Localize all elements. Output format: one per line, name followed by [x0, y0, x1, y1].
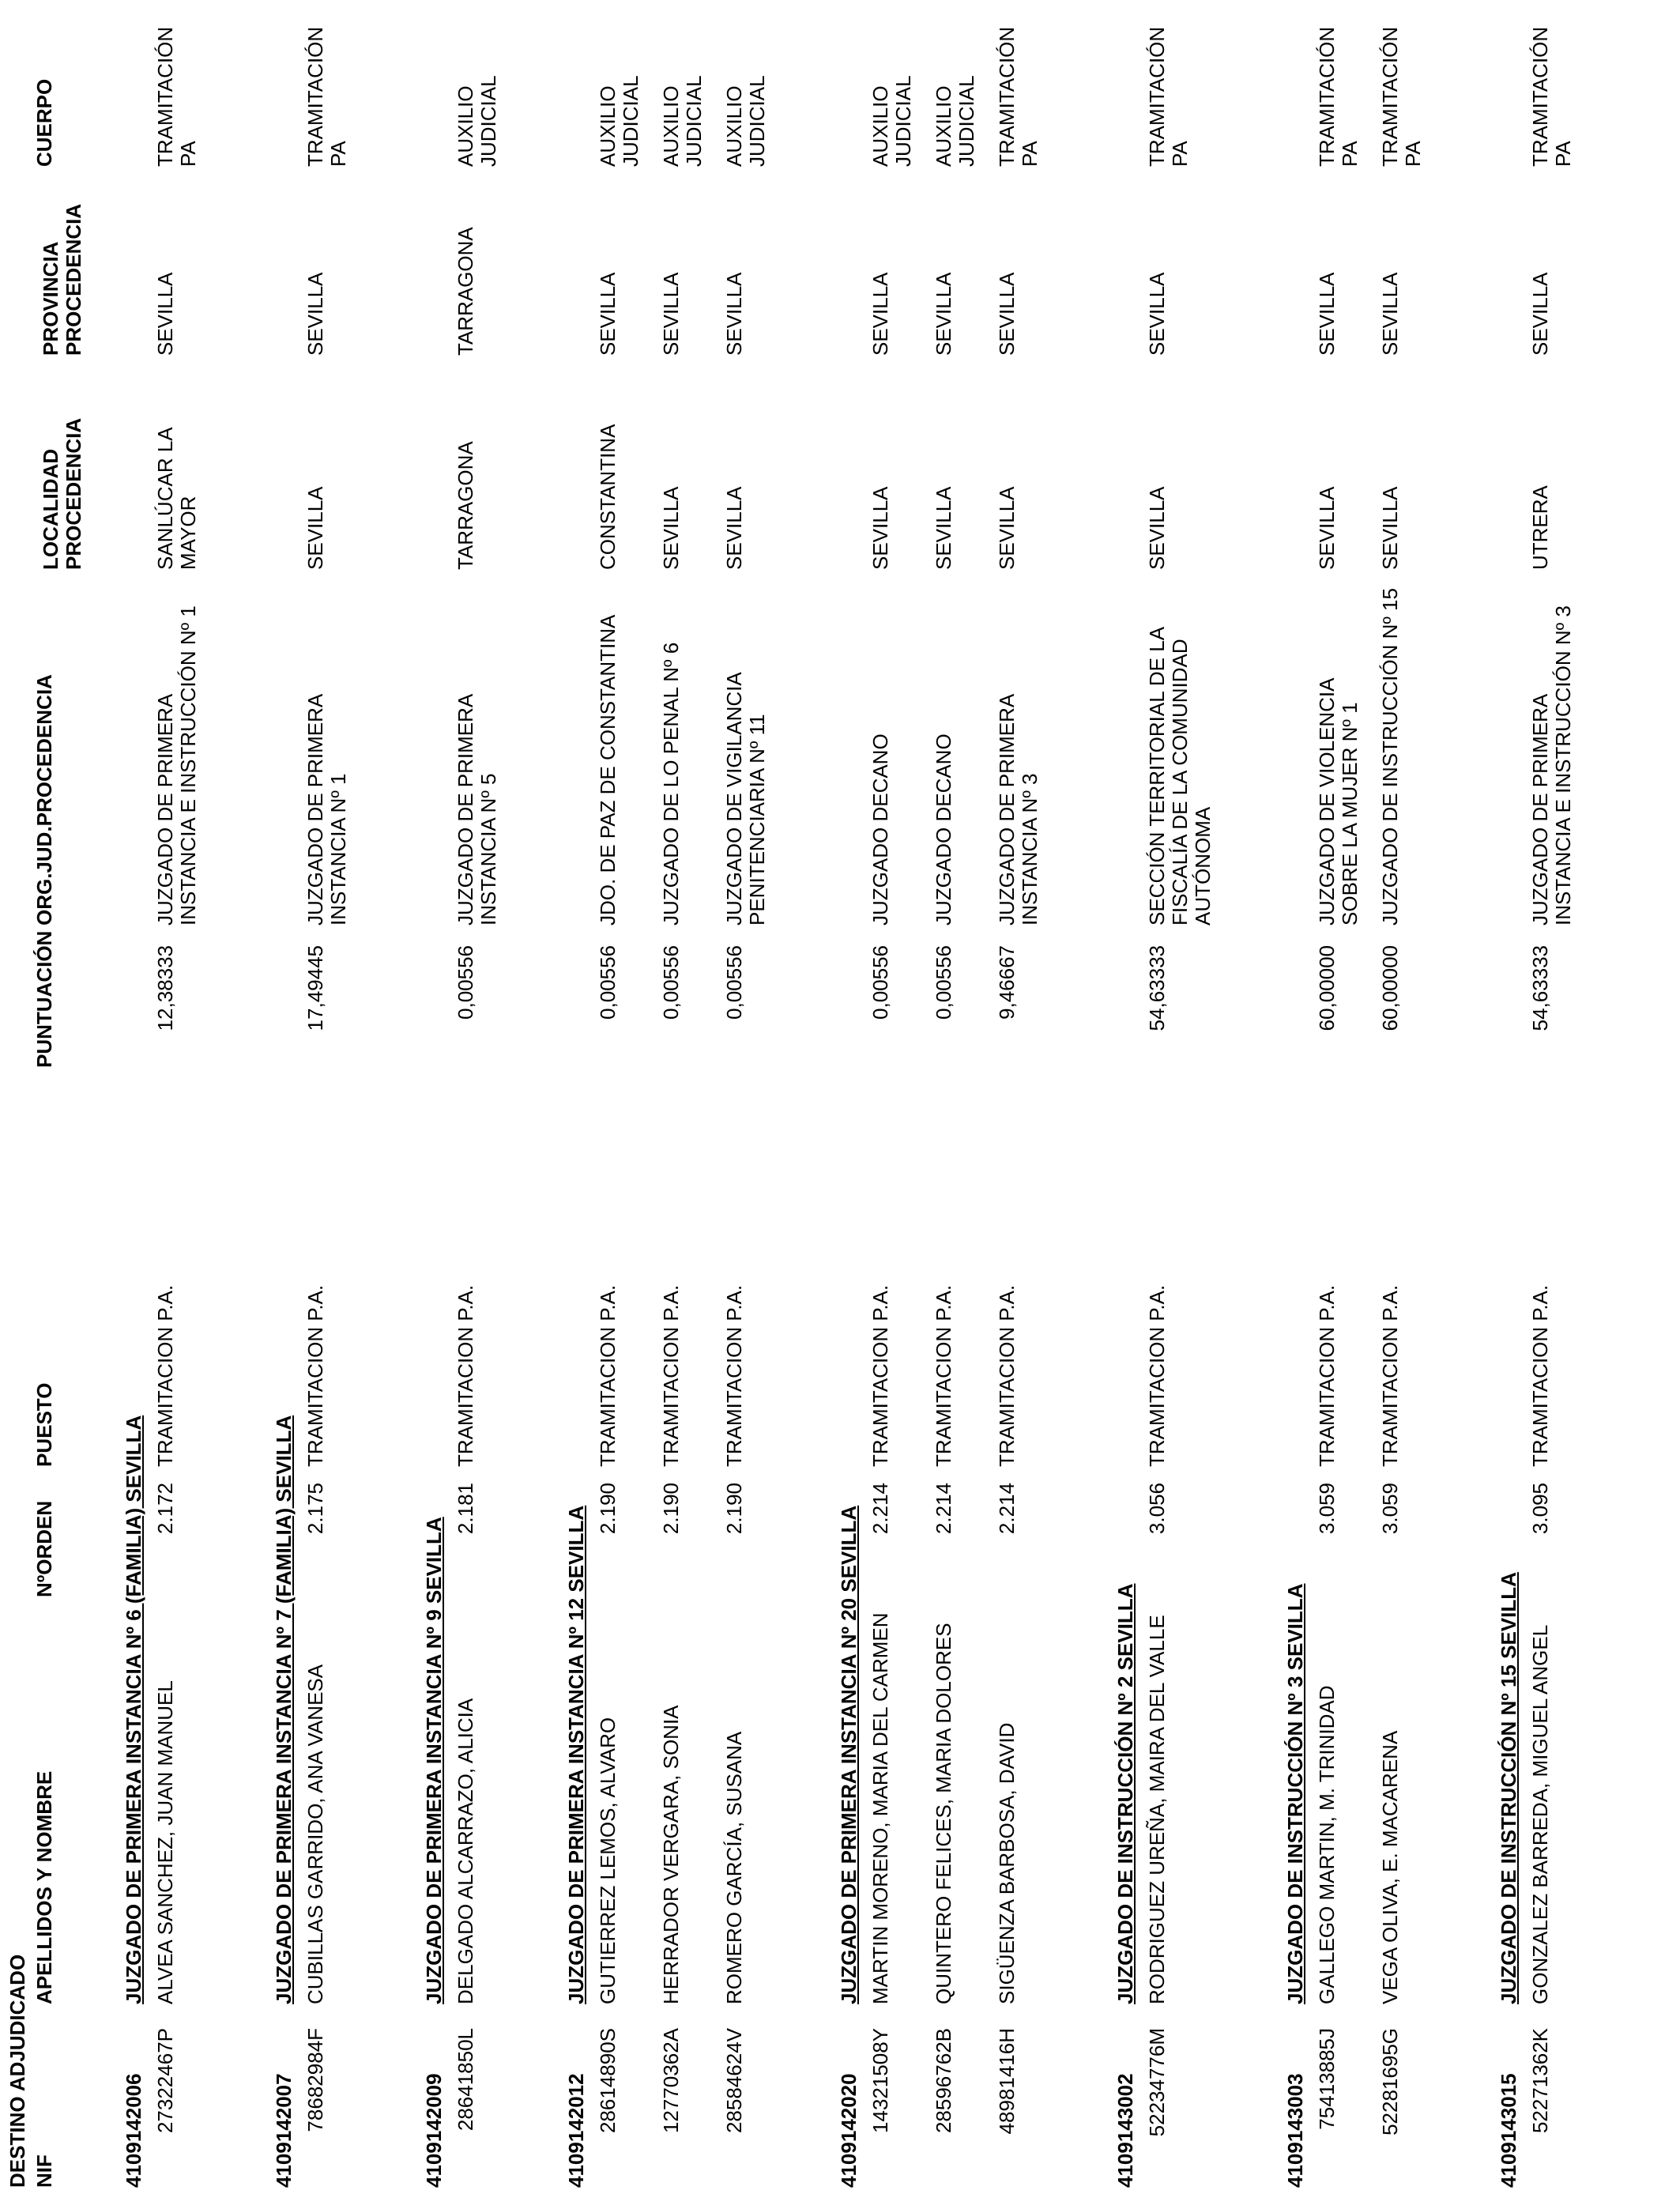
row-cuerpo: JUDICIAL — [891, 75, 915, 167]
row-nombre: GONZALEZ BARREDA, MIGUEL ANGEL — [1528, 1624, 1552, 2004]
row-nif: 28614890S — [596, 2028, 620, 2134]
row-nif: 52271362K — [1528, 2028, 1552, 2134]
row-puntuacion: 0,00556 — [868, 945, 892, 1020]
row-provincia: SEVILLA — [596, 272, 620, 356]
row-cuerpo: JUDICIAL — [477, 75, 500, 167]
row-localidad: SEVILLA — [995, 486, 1019, 570]
row-puntuacion: 0,00556 — [454, 945, 477, 1020]
row-cuerpo: PA — [1551, 141, 1575, 167]
row-puesto: TRAMITACION P.A. — [868, 1284, 892, 1467]
row-puntuacion: 17,49445 — [303, 945, 327, 1031]
row-org-procedencia: JUZGADO DECANO — [868, 733, 892, 925]
row-cuerpo: AUXILIO — [868, 85, 892, 167]
row-localidad: SEVILLA — [659, 486, 683, 570]
row-cuerpo: PA — [1338, 141, 1362, 167]
row-org-procedencia: SOBRE LA MUJER Nº 1 — [1338, 702, 1362, 925]
destino-code: 4109143003 — [1283, 2073, 1307, 2188]
row-puesto: TRAMITACION P.A. — [1315, 1284, 1339, 1467]
destino-name: JUZGADO DE PRIMERA INSTANCIA Nº 12 SEVILLA — [564, 1505, 588, 2004]
row-puesto: TRAMITACION P.A. — [932, 1284, 955, 1467]
row-localidad: SEVILLA — [722, 486, 746, 570]
row-org-procedencia: JDO. DE PAZ DE CONSTANTINA — [596, 614, 620, 925]
row-org-procedencia: INSTANCIA E INSTRUCCIÓN Nº 3 — [1551, 605, 1575, 925]
destino-name: JUZGADO DE INSTRUCCIÓN Nº 2 SEVILLA — [1113, 1583, 1137, 2004]
row-puesto: TRAMITACION P.A. — [722, 1284, 746, 1467]
row-localidad: TARRAGONA — [454, 441, 477, 570]
row-puntuacion: 60,00000 — [1378, 945, 1402, 1031]
row-nombre: DELGADO ALCARRAZO, ALICIA — [454, 1698, 477, 2004]
row-norden: 2.190 — [596, 1483, 620, 1535]
destino-code: 4109142009 — [422, 2073, 446, 2188]
row-nombre: QUINTERO FELICES, MARIA DOLORES — [932, 1623, 955, 2004]
row-puntuacion: 0,00556 — [722, 945, 746, 1020]
row-norden: 3.095 — [1528, 1483, 1552, 1535]
row-localidad: MAYOR — [176, 496, 200, 570]
row-cuerpo: JUDICIAL — [955, 75, 978, 167]
destino-name: JUZGADO DE INSTRUCCIÓN Nº 3 SEVILLA — [1283, 1583, 1307, 2004]
row-nif: 52281695G — [1378, 2028, 1402, 2136]
row-norden: 2.214 — [995, 1483, 1019, 1535]
row-norden: 2.181 — [454, 1483, 477, 1535]
apellidos-header: APELLIDOS Y NOMBRE — [32, 1770, 56, 2004]
row-org-procedencia: JUZGADO DE PRIMERA — [1528, 693, 1552, 925]
row-puesto: TRAMITACION P.A. — [1528, 1284, 1552, 1467]
nif-header: NIF — [32, 2154, 56, 2188]
row-org-procedencia: JUZGADO DE PRIMERA — [454, 693, 477, 925]
row-norden: 2.190 — [722, 1483, 746, 1535]
row-cuerpo: PA — [1401, 141, 1425, 167]
row-provincia: SEVILLA — [932, 272, 955, 356]
row-org-procedencia: JUZGADO DE VIGILANCIA — [722, 672, 746, 925]
row-localidad: SEVILLA — [1315, 486, 1339, 570]
row-nombre: ALVEA SANCHEZ, JUAN MANUEL — [153, 1680, 177, 2004]
row-org-procedencia: FISCALÍA DE LA COMUNIDAD — [1168, 639, 1192, 925]
row-norden: 3.059 — [1378, 1483, 1402, 1535]
row-nombre: GALLEGO MARTIN, M. TRINIDAD — [1315, 1685, 1339, 2004]
row-norden: 3.059 — [1315, 1483, 1339, 1535]
row-nif: 27322467P — [153, 2028, 177, 2134]
row-puntuacion: 54,63333 — [1528, 945, 1552, 1031]
row-org-procedencia: INSTANCIA Nº 5 — [477, 773, 500, 925]
row-nombre: VEGA OLIVA, E. MACARENA — [1378, 1730, 1402, 2004]
row-puesto: TRAMITACION P.A. — [995, 1284, 1019, 1467]
row-org-procedencia: INSTANCIA Nº 1 — [326, 773, 350, 925]
cuerpo-header: CUERPO — [32, 78, 56, 167]
row-cuerpo: TRAMITACIÓN — [995, 26, 1019, 167]
row-provincia: SEVILLA — [1315, 272, 1339, 356]
puesto-header: PUESTO — [32, 1382, 56, 1467]
row-provincia: SEVILLA — [1378, 272, 1402, 356]
row-norden: 2.214 — [868, 1483, 892, 1535]
row-puesto: TRAMITACION P.A. — [1145, 1284, 1169, 1467]
destino-name: JUZGADO DE INSTRUCCIÓN Nº 15 SEVILLA — [1497, 1572, 1520, 2004]
provincia-header-2: PROCEDENCIA — [62, 203, 85, 356]
destino-name: JUZGADO DE PRIMERA INSTANCIA Nº 9 SEVILLA — [422, 1517, 446, 2004]
row-org-procedencia: INSTANCIA Nº 3 — [1018, 773, 1042, 925]
destino-code: 4109143002 — [1113, 2073, 1137, 2188]
row-cuerpo: AUXILIO — [596, 85, 620, 167]
norden-header: NºORDEN — [32, 1500, 56, 1597]
destino-code: 4109142006 — [122, 2073, 145, 2188]
localidad-header-1: LOCALIDAD — [39, 448, 62, 570]
row-cuerpo: TRAMITACIÓN — [303, 26, 327, 167]
row-cuerpo: TRAMITACIÓN — [1145, 26, 1169, 167]
row-puesto: TRAMITACION P.A. — [303, 1284, 327, 1467]
row-norden: 2.172 — [153, 1483, 177, 1535]
row-nif: 52234776M — [1145, 2028, 1169, 2137]
row-cuerpo: TRAMITACIÓN — [1315, 26, 1339, 167]
destino-code: 4109142007 — [272, 2073, 296, 2188]
row-puntuacion: 54,63333 — [1145, 945, 1169, 1031]
row-norden: 2.190 — [659, 1483, 683, 1535]
row-puesto: TRAMITACION P.A. — [153, 1284, 177, 1467]
row-nombre: MARTIN MORENO, MARIA DEL CARMEN — [868, 1612, 892, 2004]
row-nif: 78682984F — [303, 2028, 327, 2132]
row-puntuacion: 60,00000 — [1315, 945, 1339, 1031]
row-org-procedencia: INSTANCIA E INSTRUCCIÓN Nº 1 — [176, 605, 200, 925]
row-cuerpo: PA — [1168, 141, 1192, 167]
row-norden: 3.056 — [1145, 1483, 1169, 1535]
row-localidad: CONSTANTINA — [596, 424, 620, 570]
row-provincia: SEVILLA — [153, 272, 177, 356]
row-localidad: SEVILLA — [932, 486, 955, 570]
row-puntuacion: 0,00556 — [659, 945, 683, 1020]
destino-name: JUZGADO DE PRIMERA INSTANCIA Nº 7 (FAMILIA) SEVILLA — [272, 1415, 296, 2004]
row-cuerpo: PA — [176, 141, 200, 167]
row-localidad: SEVILLA — [1145, 486, 1169, 570]
row-nombre: RODRIGUEZ UREÑA, MAIRA DEL VALLE — [1145, 1615, 1169, 2004]
row-puesto: TRAMITACION P.A. — [596, 1284, 620, 1467]
row-org-procedencia: JUZGADO DE INSTRUCCIÓN Nº 15 — [1378, 588, 1402, 925]
row-nif: 28596762B — [932, 2028, 955, 2134]
row-cuerpo: AUXILIO — [722, 85, 746, 167]
row-puntuacion: 9,46667 — [995, 945, 1019, 1020]
row-provincia: SEVILLA — [722, 272, 746, 356]
row-org-procedencia: JUZGADO DE PRIMERA — [303, 693, 327, 925]
row-org-procedencia: PENITENCIARIA Nº 11 — [745, 714, 769, 925]
destino-code: 4109143015 — [1497, 2073, 1520, 2188]
row-cuerpo: JUDICIAL — [745, 75, 769, 167]
row-org-procedencia: SECCIÓN TERRITORIAL DE LA — [1145, 626, 1169, 925]
destino-code: 4109142012 — [564, 2073, 588, 2188]
row-nombre: SIGÜENZA BARBOSA, DAVID — [995, 1722, 1019, 2004]
row-puesto: TRAMITACION P.A. — [454, 1284, 477, 1467]
row-cuerpo: JUDICIAL — [619, 75, 642, 167]
row-cuerpo: TRAMITACIÓN — [1528, 26, 1552, 167]
destino-code: 4109142020 — [837, 2073, 861, 2188]
row-localidad: SANLÚCAR LA — [153, 427, 177, 570]
row-org-procedencia: JUZGADO DE VIOLENCIA — [1315, 677, 1339, 925]
row-provincia: TARRAGONA — [454, 227, 477, 356]
row-provincia: SEVILLA — [868, 272, 892, 356]
row-org-procedencia: AUTÓNOMA — [1191, 806, 1215, 925]
row-provincia: SEVILLA — [995, 272, 1019, 356]
localidad-header-2: PROCEDENCIA — [62, 417, 85, 570]
row-cuerpo: JUDICIAL — [682, 75, 706, 167]
row-org-procedencia: JUZGADO DE PRIMERA — [995, 693, 1019, 925]
row-norden: 2.214 — [932, 1483, 955, 1535]
org-header: ORG.JUD.PROCEDENCIA — [32, 674, 56, 925]
provincia-header-1: PROVINCIA — [39, 241, 62, 356]
puntuacion-header: PUNTUACIÓN — [32, 930, 56, 1068]
row-cuerpo: TRAMITACIÓN — [153, 26, 177, 167]
row-puntuacion: 0,00556 — [596, 945, 620, 1020]
row-org-procedencia: JUZGADO DECANO — [932, 733, 955, 925]
row-localidad: SEVILLA — [303, 486, 327, 570]
row-nif: 28641850L — [454, 2028, 477, 2132]
row-nif: 75413885J — [1315, 2028, 1339, 2130]
row-localidad: SEVILLA — [1378, 486, 1402, 570]
row-localidad: UTRERA — [1528, 485, 1552, 570]
row-nif: 28584624V — [722, 2028, 746, 2134]
row-norden: 2.175 — [303, 1483, 327, 1535]
row-org-procedencia: JUZGADO DE PRIMERA — [153, 693, 177, 925]
destino-name: JUZGADO DE PRIMERA INSTANCIA Nº 6 (FAMILIA) SEVILLA — [122, 1415, 145, 2004]
row-cuerpo: PA — [1018, 141, 1042, 167]
row-cuerpo: AUXILIO — [659, 85, 683, 167]
row-cuerpo: AUXILIO — [454, 85, 477, 167]
row-nif: 14321508Y — [868, 2028, 892, 2134]
row-provincia: SEVILLA — [1528, 272, 1552, 356]
row-localidad: SEVILLA — [868, 486, 892, 570]
row-puntuacion: 12,38333 — [153, 945, 177, 1031]
destino-header: DESTINO ADJUDICADO — [6, 1954, 29, 2188]
row-nombre: HERRADOR VERGARA, SONIA — [659, 1705, 683, 2004]
row-puntuacion: 0,00556 — [932, 945, 955, 1020]
row-cuerpo: PA — [326, 141, 350, 167]
row-cuerpo: AUXILIO — [932, 85, 955, 167]
destino-name: JUZGADO DE PRIMERA INSTANCIA Nº 20 SEVILLA — [837, 1505, 861, 2004]
row-org-procedencia: JUZGADO DE LO PENAL Nº 6 — [659, 642, 683, 925]
row-nif: 48981416H — [995, 2028, 1019, 2135]
row-puesto: TRAMITACION P.A. — [1378, 1284, 1402, 1467]
row-provincia: SEVILLA — [303, 272, 327, 356]
row-cuerpo: TRAMITACIÓN — [1378, 26, 1402, 167]
row-nif: 12770362A — [659, 2028, 683, 2134]
row-nombre: ROMERO GARCÍA, SUSANA — [722, 1731, 746, 2004]
row-puesto: TRAMITACION P.A. — [659, 1284, 683, 1467]
row-nombre: GUTIERREZ LEMOS, ALVARO — [596, 1717, 620, 2004]
row-provincia: SEVILLA — [659, 272, 683, 356]
row-nombre: CUBILLAS GARRIDO, ANA VANESA — [303, 1664, 327, 2004]
row-provincia: SEVILLA — [1145, 272, 1169, 356]
